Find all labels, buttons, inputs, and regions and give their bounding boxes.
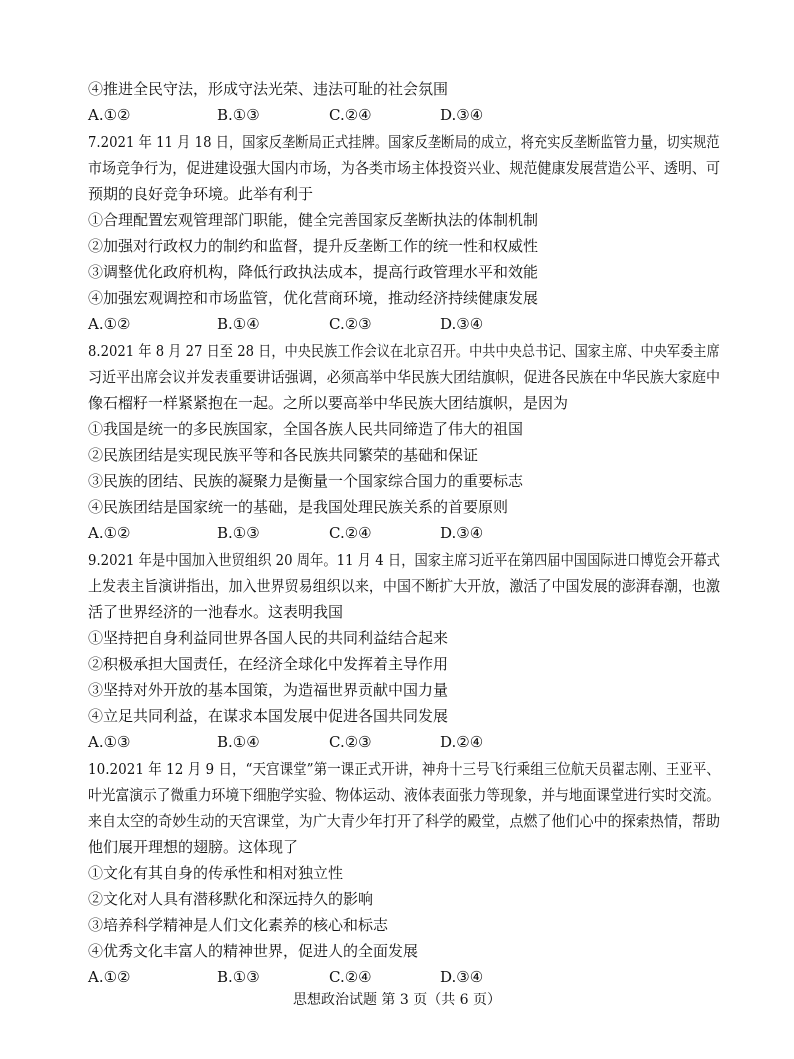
q9-choice-b: B.①④: [217, 733, 260, 751]
q10-choice-a: A.①②: [88, 968, 131, 986]
q8-choices: [88, 523, 648, 543]
q8-choice-c: C.②④: [329, 524, 372, 542]
q9-option-3: ③坚持对外开放的基本国策，为造福世界贡献中国力量: [88, 681, 449, 699]
q6-choice-b: B.①③: [217, 106, 260, 124]
q10-choice-c: C.②④: [329, 968, 372, 986]
q7-choice-a: A.①②: [88, 315, 131, 333]
q10-option-1: ①文化有其自身的传承性和相对独立性: [88, 864, 344, 882]
q9-choice-c: C.②③: [329, 733, 372, 751]
q6-choices: [88, 105, 648, 125]
q10-stem-line-1: 10.2021 年 12 月 9 日，“天宫课堂”第一课正式开讲，神舟十三号飞行乘组三位航天员翟志刚、王亚平、: [88, 760, 720, 778]
q6-choice-c: C.②④: [329, 106, 372, 124]
q8-stem-line-1: 8.2021 年 8 月 27 日至 28 日，中央民族工作会议在北京召开。中共中央总书记、国家主席、中央军委主席: [88, 342, 720, 360]
q9-stem-line-3: 活了世界经济的一池春水。这表明我国: [88, 603, 344, 621]
q9-choices: [88, 732, 648, 752]
page-footer: 思想政治试题 第 3 页（共 6 页）: [292, 992, 502, 1008]
q7-option-2: ②加强对行政权力的制约和监督，提升反垄断工作的统一性和权威性: [88, 237, 539, 255]
q6-option-4: ④推进全民守法，形成守法光荣、违法可耻的社会氛围: [88, 80, 449, 98]
q10-option-3: ③培养科学精神是人们文化素养的核心和标志: [88, 916, 389, 934]
q6-choice-d: D.③④: [440, 106, 484, 124]
q10-stem-line-3: 来自太空的奇妙生动的天宫课堂，为广大青少年打开了科学的殿堂，点燃了他们心中的探索热情，帮助: [88, 812, 721, 830]
q7-choice-d: D.③④: [440, 315, 484, 333]
q10-choices: [88, 967, 648, 987]
q7-option-1: ①合理配置宏观管理部门职能，健全完善国家反垄断执法的体制机制: [88, 211, 539, 229]
q8-stem-line-3: 像石榴籽一样紧紧抱在一起。之所以要高举中华民族大团结旗帜，是因为: [88, 394, 569, 412]
q7-option-3: ③调整优化政府机构，降低行政执法成本，提高行政管理水平和效能: [88, 263, 539, 281]
q8-option-1: ①我国是统一的多民族国家，全国各族人民共同缔造了伟大的祖国: [88, 420, 524, 438]
q7-choices: [88, 314, 648, 334]
q10-choice-d: D.③④: [440, 968, 484, 986]
q6-choice-a: A.①②: [88, 106, 131, 124]
q7-option-4: ④加强宏观调控和市场监管，优化营商环境，推动经济持续健康发展: [88, 289, 539, 307]
q7-stem-line-1: 7.2021 年 11 月 18 日，国家反垄断局正式挂牌。国家反垄断局的成立，将充实反垄断监管力量，切实规范: [88, 133, 720, 151]
q10-stem-line-2: 叶光富演示了微重力环境下细胞学实验、物体运动、液体表面张力等现象，并与地面课堂进行实时交流。: [88, 786, 720, 804]
q8-choice-a: A.①②: [88, 524, 131, 542]
q9-choice-a: A.①③: [88, 733, 131, 751]
q9-option-4: ④立足共同利益，在谋求本国发展中促进各国共同发展: [88, 707, 449, 725]
q8-stem-line-2: 习近平出席会议并发表重要讲话强调，必须高举中华民族大团结旗帜，促进各民族在中华民族大家庭中: [88, 368, 721, 386]
q10-option-2: ②文化对人具有潜移默化和深远持久的影响: [88, 890, 374, 908]
q9-option-2: ②积极承担大国责任，在经济全球化中发挥着主导作用: [88, 655, 449, 673]
q9-stem-line-2: 上发表主旨演讲指出，加入世界贸易组织以来，中国不断扩大开放，激活了中国发展的澎湃春潮，也激: [88, 577, 721, 595]
q8-choice-d: D.③④: [440, 524, 484, 542]
q9-stem-line-1: 9.2021 年是中国加入世贸组织 20 周年。11 月 4 日，国家主席习近平在第四届中国国际进口博览会开幕式: [88, 551, 720, 569]
q7-stem-line-2: 市场竞争行为，促进建设强大国内市场，为各类市场主体投资兴业、规范健康发展营造公平、透明、可: [88, 159, 721, 177]
q7-stem-line-3: 预期的良好竞争环境。此举有利于: [88, 185, 314, 203]
q9-option-1: ①坚持把自身利益同世界各国人民的共同利益结合起来: [88, 629, 449, 647]
q10-stem-line-4: 他们展开理想的翅膀。这体现了: [88, 838, 299, 856]
q8-option-3: ③民族的团结、民族的凝聚力是衡量一个国家综合国力的重要标志: [88, 472, 524, 490]
q10-option-4: ④优秀文化丰富人的精神世界，促进人的全面发展: [88, 942, 419, 960]
q8-option-4: ④民族团结是国家统一的基础，是我国处理民族关系的首要原则: [88, 498, 509, 516]
q9-choice-d: D.②④: [440, 733, 484, 751]
q7-choice-b: B.①④: [217, 315, 260, 333]
q8-option-2: ②民族团结是实现民族平等和各民族共同繁荣的基础和保证: [88, 446, 479, 464]
q8-choice-b: B.①③: [217, 524, 260, 542]
q10-choice-b: B.①③: [217, 968, 260, 986]
q7-choice-c: C.②③: [329, 315, 372, 333]
